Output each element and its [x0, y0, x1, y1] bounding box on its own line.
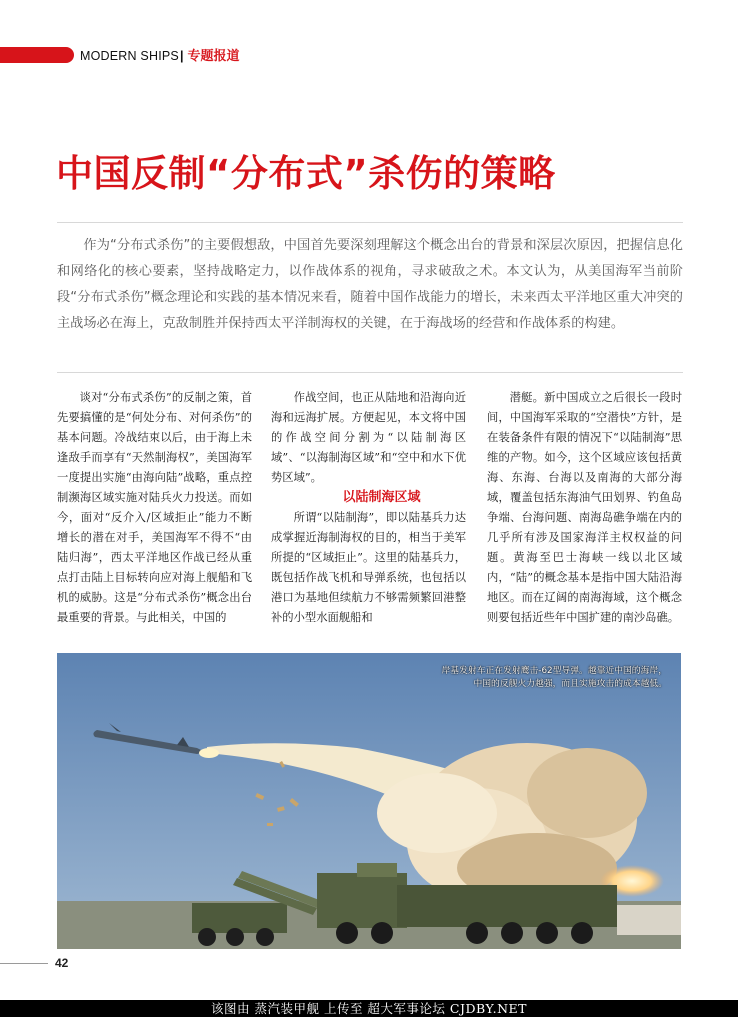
- section-label: 专题报道: [187, 49, 240, 64]
- magazine-name: MODERN SHIPS: [80, 49, 179, 63]
- page-number: 42: [55, 956, 69, 970]
- abstract-bottom-rule: [57, 372, 683, 373]
- building: [617, 905, 681, 935]
- caption-line: 中国的反舰火力越强，而且实施攻击的成本越低。: [473, 679, 667, 689]
- caption-line: 岸基发射车正在发射鹰击-62型导弹。越靠近中国的海岸，: [441, 666, 667, 676]
- abstract-top-rule: [57, 222, 683, 223]
- paragraph: 谈对“分布式杀伤”的反制之策，首先要搞懂的是“何处分布、对何杀伤”的基本问题。冷战结束以后，由于海上未逢敌手而享有“天然制海权”，美国海军一度提出实施“由海向陆”战略，重点控制濒海区域实施对陆兵火力投送。而如今，面对“反介入/区域拒止”能力不断增长的潜在对手，美国海军不得不“由陆归海”，西太平洋地区作战已经从重点打击陆上目标转向应对海上舰船和飞机的威胁。这是“分布式杀伤”概念出台最重要的背景。与此相关，中国的: [57, 391, 252, 624]
- paragraph: 潜艇。新中国成立之后很长一段时间，中国海军采取的“空潜快”方针，是在装备条件有限的情况下“以陆制海”思维的产物。如今，这个区域应该包括黄海、东海、台海以及南海的大部分海域，覆盖包括东海油气田划界、钓鱼岛争端、台海问题、南海岛礁争端在内的几乎所有涉及国家海洋主权权益的问题。黄海至巴士海峡一线以北区域内，“陆”的概念基本是指中国大陆沿海地区。而在辽阔的南海海域，这个概念则要包括近些年中国扩建的南沙岛礁。: [487, 391, 682, 624]
- section-subheading: 以陆制海区域: [342, 490, 421, 505]
- text-column-2: [271, 388, 466, 628]
- upload-watermark-banner: 该图由 蒸汽装甲舰 上传至 超大军事论坛 CJDBY.NET: [0, 1000, 738, 1017]
- missile-launch-illustration: [57, 653, 681, 949]
- text-column-3: [487, 388, 682, 628]
- article-abstract: 作为“分布式杀伤”的主要假想敌，中国首先要深刻理解这个概念出台的背景和深层次原因，把握信息化和网络化的核心要素，坚持战略定力，以作战体系的视角，寻求破敌之术。本文认为，从美国海军当前阶段“分布式杀伤”概念理论和实践的基本情况来看，随着中国作战能力的增长，未来西太平洋地区重大冲突的主战场必在海上，克敌制胜并保持西太平洋制海权的关键，在于海战场的经营和作战体系的构建。: [57, 238, 683, 331]
- header-accent-bar: [0, 47, 74, 63]
- paragraph: 作战空间，也正从陆地和沿海向近海和远海扩展。方便起见，本文将中国的作战空间分割为“以陆制海区域”、“以海制海区域”和“空中和水下优势区域”。: [271, 391, 466, 484]
- page-number-rule: [0, 963, 48, 964]
- missile-launch-photo: [57, 653, 681, 949]
- photo-caption: [367, 665, 667, 691]
- article-title: 中国反制“分布式”杀伤的策略: [56, 152, 556, 195]
- header-separator: |: [179, 49, 184, 63]
- text-column-1: [57, 388, 252, 628]
- running-header: [80, 47, 239, 65]
- paragraph: 所谓“以陆制海”，即以陆基兵力达成掌握近海制海权的目的，相当于美军所提的“区域拒止”。这里的陆基兵力，既包括作战飞机和导弹系统，也包括以港口为基地但续航力不够需频繁回港整补的小型水面舰船和: [271, 511, 466, 624]
